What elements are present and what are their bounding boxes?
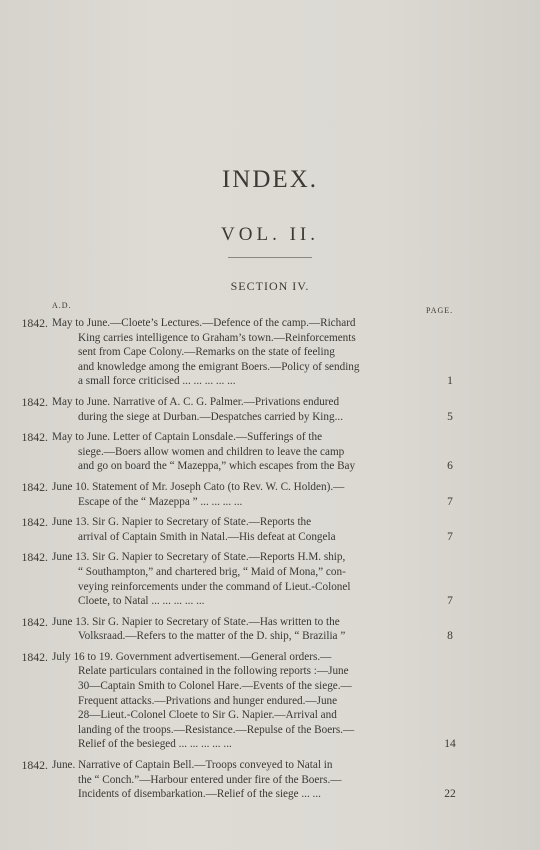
divider-rule bbox=[228, 257, 312, 258]
section-heading: SECTION IV. bbox=[230, 279, 310, 293]
index-entry bbox=[0, 316, 540, 389]
entry-page-number: 22 bbox=[444, 788, 456, 801]
entry-text-line: landing of the troops.—Resistance.—Repulse of the Boers.— bbox=[78, 723, 355, 736]
entry-text-line: June. Narrative of Captain Bell.—Troops conveyed to Natal in bbox=[52, 759, 333, 772]
index-entry bbox=[0, 758, 540, 802]
entry-year: 1842. bbox=[21, 614, 48, 629]
entry-text-line: May to June. Narrative of A. C. G. Palmer.—Privations endured bbox=[52, 395, 340, 408]
index-entries bbox=[0, 316, 540, 808]
entry-text-line: arrival of Captain Smith in Natal.—His defeat at Congela bbox=[78, 530, 336, 543]
entry-text-line: and go on board the “ Mazeppa,” which escapes from the Bay bbox=[78, 460, 356, 473]
entry-text-line: during the siege at Durban.—Despatches carried by King... bbox=[78, 410, 343, 423]
entry-year: 1842. bbox=[21, 515, 48, 530]
entry-page-number: 7 bbox=[447, 530, 453, 543]
entry-text-line: 28—Lieut.-Colonel Cloete to Sir G. Napier.—Arrival and bbox=[78, 709, 337, 722]
entry-year: 1842. bbox=[21, 316, 48, 330]
entry-text-line: Relief of the besieged ... ... ... ... ... bbox=[78, 738, 232, 751]
entry-year: 1842. bbox=[21, 430, 48, 445]
index-entry bbox=[0, 480, 540, 509]
entry-text-line: Frequent attacks.—Privations and hunger endured.—June bbox=[78, 694, 338, 707]
entry-year: 1842. bbox=[21, 479, 48, 494]
entry-text-line: sent from Cape Colony.—Remarks on the state of feeling bbox=[78, 346, 335, 359]
index-entry bbox=[0, 615, 540, 644]
index-entry bbox=[0, 395, 540, 424]
entry-text-line: veying reinforcements under the command of Lieut.-Colonel bbox=[78, 580, 351, 593]
entry-page-number: 5 bbox=[447, 410, 453, 423]
entry-text-line: siege.—Boers allow women and children to leave the camp bbox=[78, 445, 345, 458]
index-entry bbox=[0, 650, 540, 752]
entry-text-line: May to June.—Cloete’s Lectures.—Defence of the camp.—Richard bbox=[52, 317, 356, 329]
entry-year: 1842. bbox=[21, 758, 48, 773]
column-header-page: PAGE. bbox=[426, 306, 454, 315]
volume-heading: VOL. II. bbox=[221, 224, 319, 245]
entry-text-line: a small force criticised ... ... ... ... ... bbox=[78, 375, 236, 388]
index-entry bbox=[0, 550, 540, 608]
entry-page-number: 1 bbox=[447, 375, 453, 388]
entry-text-line: July 16 to 19. Government advertisement.—General orders.— bbox=[52, 650, 332, 663]
entry-text-line: 30—Captain Smith to Colonel Hare.—Events of the siege.— bbox=[78, 680, 352, 693]
entry-text-line: Incidents of disembarkation.—Relief of the siege ... ... bbox=[78, 788, 321, 801]
entry-text-line: “ Southampton,” and chartered brig, “ Maid of Mona,” con- bbox=[78, 565, 346, 578]
entry-text-line: May to June. Letter of Captain Lonsdale.—Sufferings of the bbox=[52, 431, 323, 444]
index-entry bbox=[0, 430, 540, 474]
entry-page-number: 6 bbox=[447, 460, 453, 473]
entry-text-line: the “ Conch.”—Harbour entered under fire of the Boers.— bbox=[78, 773, 342, 786]
entry-text-line: Volksraad.—Refers to the matter of the D. ship, “ Brazilia ” bbox=[78, 630, 346, 643]
entry-year: 1842. bbox=[21, 394, 48, 409]
entry-page-number: 7 bbox=[447, 595, 453, 608]
entry-text-line: June 13. Sir G. Napier to Secretary of State.—Reports H.M. ship, bbox=[52, 551, 346, 564]
entry-text-line: Cloete, to Natal ... ... ... ... ... bbox=[78, 595, 205, 608]
entry-text-line: June 10. Statement of Mr. Joseph Cato (to Rev. W. C. Holden).— bbox=[52, 480, 345, 493]
entry-text-line: and knowledge among the emigrant Boers.—Policy of sending bbox=[78, 360, 360, 373]
entry-text-line: Escape of the “ Mazeppa ” ... ... ... ... bbox=[78, 495, 243, 508]
entry-year: 1842. bbox=[21, 550, 48, 565]
entry-year: 1842. bbox=[21, 649, 48, 664]
entry-text-line: King carries intelligence to Graham’s town.—Reinforcements bbox=[78, 331, 356, 344]
entry-page-number: 14 bbox=[444, 738, 456, 751]
entry-page-number: 7 bbox=[447, 495, 453, 508]
entry-text-line: Relate particulars contained in the following reports :—June bbox=[78, 665, 349, 678]
entry-text-line: June 13. Sir G. Napier to Secretary of State.—Has written to the bbox=[52, 615, 340, 628]
column-header-ad: A.D. bbox=[52, 301, 72, 310]
page-title: INDEX. bbox=[221, 166, 318, 193]
index-entry bbox=[0, 515, 540, 544]
entry-page-number: 8 bbox=[447, 630, 453, 643]
entry-text-line: June 13. Sir G. Napier to Secretary of State.—Reports the bbox=[52, 516, 312, 529]
